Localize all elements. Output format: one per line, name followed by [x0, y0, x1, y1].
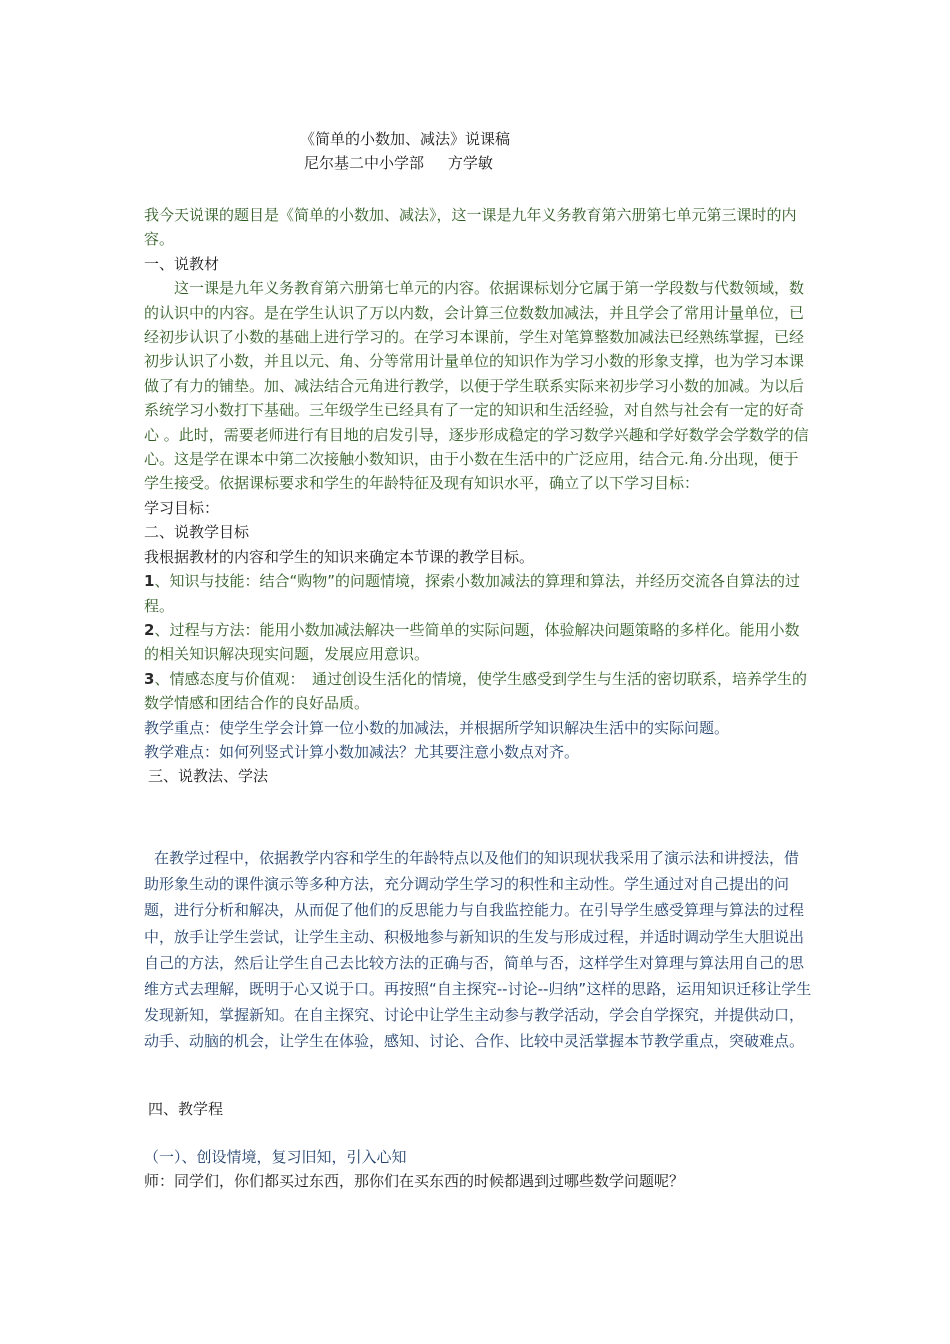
body-block-1 — [144, 203, 812, 789]
goal-3-number: 3 — [144, 669, 155, 688]
document-title: 《简单的小数加、减法》说课稿 — [300, 130, 511, 148]
section1-heading: 一、说教材 — [144, 254, 220, 273]
difficulty: 教学难点：如何列竖式计算小数加减法？尤其要注意小数点对齐。 — [144, 742, 580, 761]
section4-block — [144, 1097, 812, 1121]
intro-paragraph: 我今天说课的题目是《简单的小数加、减法》，这一课是九年义务教育第六册第七单元第三课时的内容。 — [144, 206, 797, 249]
body-block-3 — [144, 1145, 812, 1194]
section3-heading: 三、说教法、学法 — [148, 767, 269, 786]
study-goals-label: 学习目标： — [144, 498, 220, 517]
goal-1-text: 、知识与技能：结合“购物”的问题情境，探索小数加减法的算理和算法，并经历交流各自算法的过程。 — [144, 572, 800, 615]
teacher-line: 师：同学们，你们都买过东西，那你们在买东西的时候都遇到过哪些数学问题呢？ — [144, 1172, 685, 1191]
section2-heading: 二、说教学目标 — [144, 523, 250, 542]
section1-paragraph: 这一课是九年义务教育第六册第七单元的内容。依据课标划分它属于第一学段数与代数领域，数的认识中的内容。是在学生认识了万以内数，会计算三位数数加减法，并且学会了常用计量单位，已经初步认识了小数的基础上进行学习的。在学习本课前，学生对笔算整数加减法已经熟练掌握，已经初步认识了小数，并且以元、角、分等常用计量单位的知识作为学习小数的形象支撑，也为学习本课做了有力的铺垫。加、减法结合元角进行教学，以便于学生联系实际来初步学习小数的加减。为以后系统学习小数打下基础。三年级学生已经具有了一定的知识和生活经验，对自然与社会有一定的好奇心 。此时，需要老师进行有目地的启发引导，逐步形成稳定的学习数学兴趣和学好数学会学数学的信心。这是学在课本中第二次接触小数知识，由于小数在生活中的广泛应用，结合元.角.分出现，便于学生接受。依据课标要求和学生的年龄特征及现有知识水平，确立了以下学习目标： — [144, 279, 809, 493]
goal-3 — [144, 667, 812, 716]
goal-2-text: 、过程与方法：能用小数加减法解决一些简单的实际问题，体验解决问题策略的多样化。能用小数的相关知识解决现实问题，发展应用意识。 — [144, 620, 800, 664]
section3-paragraph: 在教学过程中，依据教学内容和学生的年龄特点以及他们的知识现状我采用了演示法和讲授法，借助形象生动的课件演示等多种方法，充分调动学生学习的积性和主动性。学生通过对自己提出的问题，进行分析和解决，从而促了他们的反思能力与自我监控能力。在引导学生感受算理与算法的过程中，放手让学生尝试，让学生主动、积极地参与新知识的生发与形成过程，并适时调动学生大胆说出自己的方法，然后让学生自己去比较方法的正确与否，简单与否，这样学生对算理与算法用自己的思维方式去理解，既明于心又说于口。再按照“自主探究--讨论--归纳”这样的思路，运用知识迁移让学生发现新知，掌握新知。在自主探究、讨论中让学生主动参与教学活动，学会自学探究，并提供动口，动手、动脑的机会，让学生在体验，感知、讨论、合作、比较中灵活掌握本节教学重点，突破难点。 — [144, 849, 812, 1051]
section2-intro: 我根据教材的内容和学生的知识来确定本节课的教学目标。 — [144, 547, 535, 566]
key-point: 教学重点：使学生学会计算一位小数的加减法，并根据所学知识解决生活中的实际问题。 — [144, 718, 730, 737]
goal-3-text: 、情感态度与价值观： 通过创设生活化的情境，使学生感受到学生与生活的密切联系，培养学生的数学情感和团结合作的良好品质。 — [144, 669, 807, 713]
goal-2-number: 2 — [144, 620, 155, 639]
section4-heading: 四、教学程 — [148, 1100, 224, 1118]
body-block-2 — [144, 845, 812, 1055]
goal-2 — [144, 618, 812, 667]
author-line: 尼尔基二中小学部 方学敏 — [304, 154, 493, 172]
goal-1-number: 1 — [144, 572, 155, 591]
subsection1-heading: （一）、创设情境，复习旧知，引入心知 — [144, 1148, 407, 1166]
goal-1 — [144, 569, 812, 618]
